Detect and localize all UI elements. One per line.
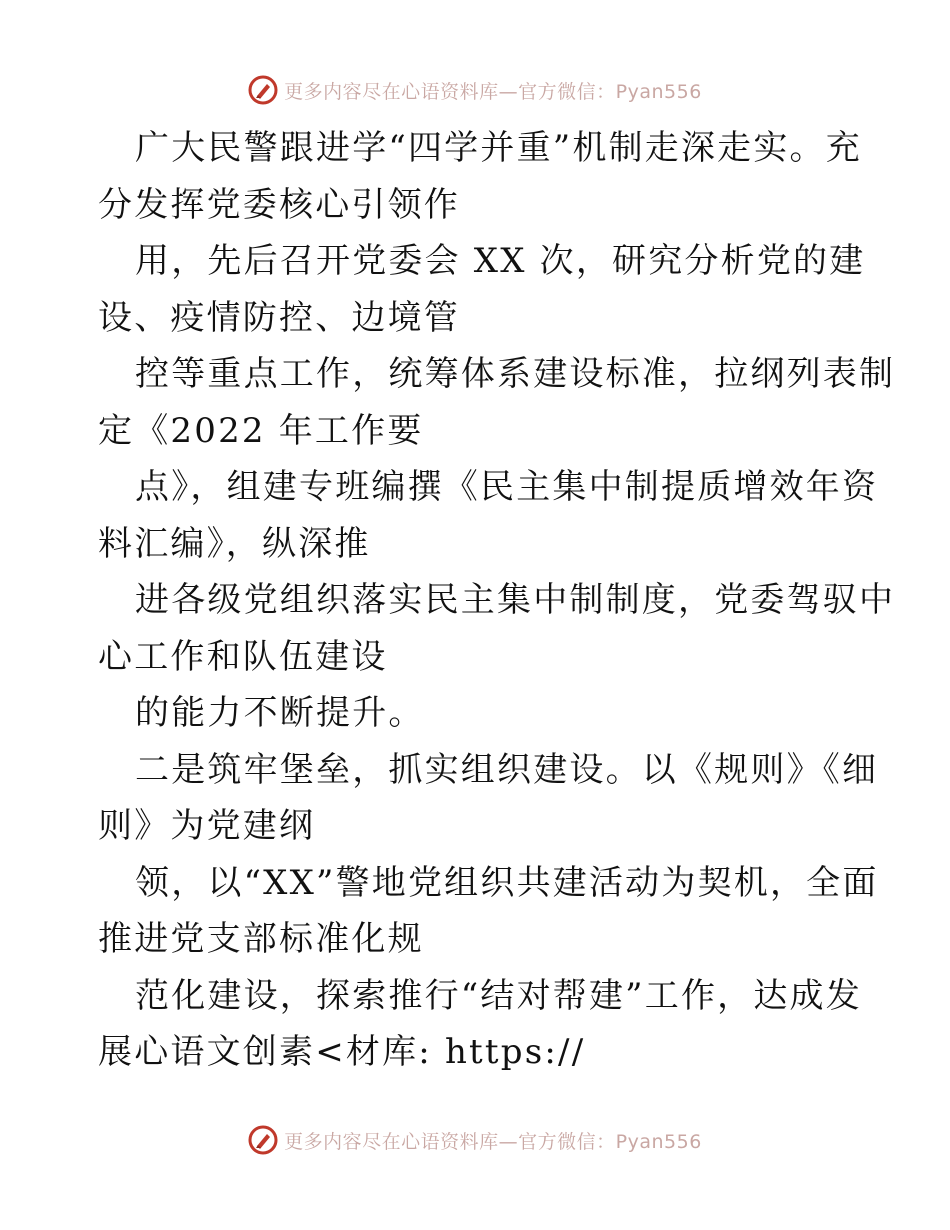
header-banner-text: 更多内容尽在心语资料库—官方微信：Pyan556 bbox=[284, 80, 702, 103]
text-line: 用，先后召开党委会 XX 次，研究分析党的建 bbox=[135, 241, 866, 281]
brand-logo-icon bbox=[248, 1125, 278, 1155]
text-line: 领，以“XX”警地党组织共建活动为契机，全面 bbox=[135, 862, 879, 903]
text-line: 点》，组建专班编撰《民主集中制提质增效年资 bbox=[135, 467, 879, 507]
text-line: 心工作和队伍建设 bbox=[98, 636, 388, 677]
text-line: 定《2022 年工作要 bbox=[98, 410, 424, 451]
text-line: 设、疫情防控、边境管 bbox=[98, 297, 460, 338]
text-line: 二是筑牢堡垒，抓实组织建设。以《规则》《细 bbox=[135, 749, 879, 790]
text-line: 控等重点工作，统筹体系建设标准，拉纲列表制 bbox=[135, 354, 896, 394]
header-watermark-banner bbox=[0, 72, 950, 108]
text-line: 范化建设，探索推行“结对帮建”工作，达成发 bbox=[135, 975, 862, 1016]
text-line: 的能力不断提升。 bbox=[135, 693, 425, 733]
text-line: 展心语文创素<材库: https:// bbox=[98, 1032, 586, 1072]
text-line: 广大民警跟进学“四学并重”机制走深走实。充 bbox=[135, 128, 862, 168]
text-line: 进各级党组织落实民主集中制制度，党委驾驭中 bbox=[135, 580, 896, 620]
text-line: 则》为党建纲 bbox=[98, 806, 316, 846]
brand-logo-icon bbox=[248, 75, 278, 105]
text-line: 料汇编》，纵深推 bbox=[98, 523, 371, 564]
text-line: 分发挥党委核心引领作 bbox=[98, 184, 460, 225]
footer-banner-text: 更多内容尽在心语资料库—官方微信：Pyan556 bbox=[284, 1130, 702, 1153]
document-body bbox=[98, 120, 896, 1081]
footer-watermark-banner bbox=[0, 1122, 950, 1158]
text-line: 推进党支部标准化规 bbox=[98, 919, 424, 959]
